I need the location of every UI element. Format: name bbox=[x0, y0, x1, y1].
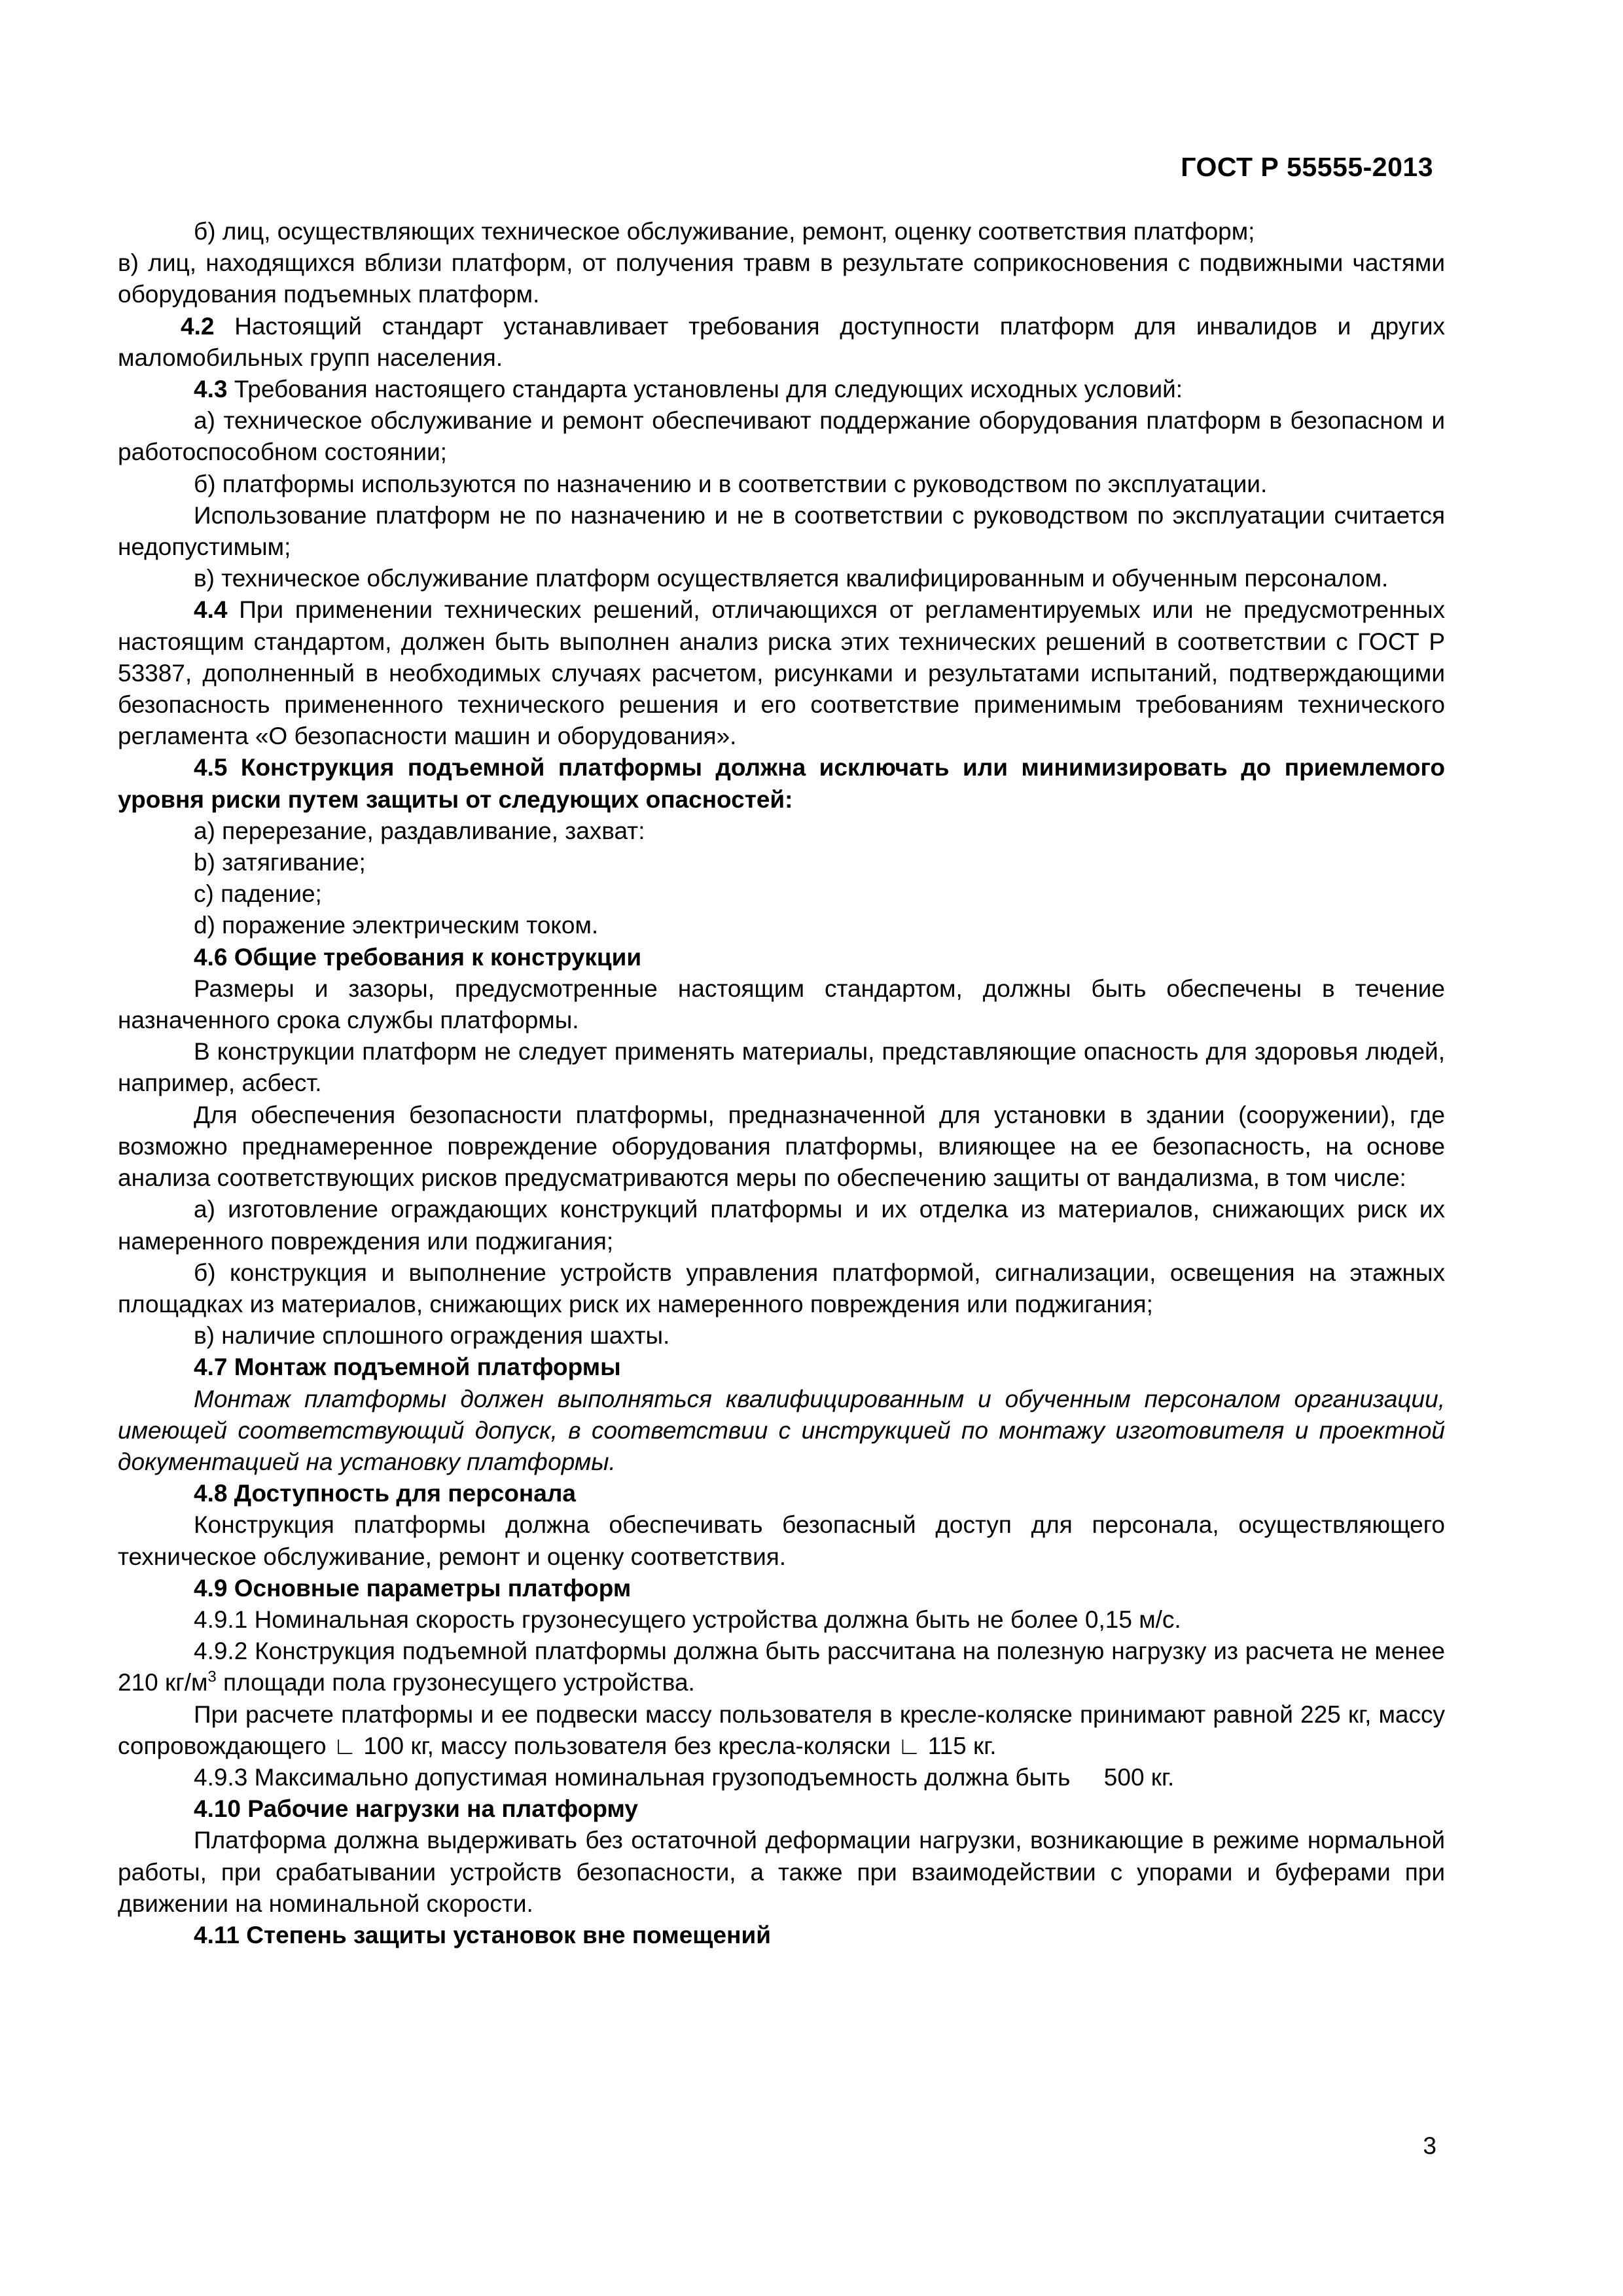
paragraph-4-2 bbox=[118, 311, 1445, 374]
paragraph-4-3 bbox=[118, 374, 1445, 405]
clause-number: 4.2 bbox=[181, 312, 215, 340]
clause-number: 4.3 bbox=[194, 376, 228, 403]
document-code-header: ГОСТ Р 55555-2013 bbox=[1181, 152, 1433, 182]
clause-number: 4.4 bbox=[194, 596, 228, 624]
paragraph: При расчете платформы и ее подвески массу пользователя в кресле-коляске принимают равной 225 кг, массу сопровождающего ∟ 100 кг, массу пользователя без кресла-коляски ∟ 115 кг. bbox=[118, 1700, 1445, 1759]
paragraph: В конструкции платформ не следует применять материалы, представляющие опасность для здоровья людей, например, асбест. bbox=[118, 1038, 1445, 1097]
list-item: б) конструкция и выполнение устройств управления платформой, сигнализации, освещения на этажных площадках из материалов, снижающих риск их намеренного повреждения или поджигания; bbox=[118, 1259, 1445, 1318]
clause-text: площади пола грузонесущего устройства. bbox=[216, 1669, 695, 1696]
paragraph-4-9-2 bbox=[118, 1636, 1445, 1698]
paragraph: б) платформы используются по назначению и в соответствии с руководством по эксплуатации. bbox=[194, 470, 1268, 497]
list-item: d) поражение электрическим током. bbox=[194, 912, 599, 939]
paragraph: Платформа должна выдерживать без остаточной деформации нагрузки, возникающие в режиме нормальной работы, при срабатывании устройств безопасности, а также при взаимодействии с упорами и буферами при движении на номинальной скорости. bbox=[118, 1827, 1445, 1917]
list-item: а) перерезание, раздавливание, захват: bbox=[194, 817, 645, 844]
paragraph: Для обеспечения безопасности платформы, предназначенной для установки в здании (сооружении), где возможно преднамеренное повреждение оборудования платформы, влияющее на ее безопасность, на основе анализа соответствующих рисков предусматриваются меры по обеспечению защиты от вандализма, в том числе: bbox=[118, 1101, 1445, 1192]
list-item: в) наличие сплошного ограждения шахты. bbox=[194, 1322, 670, 1350]
paragraph: в) лиц, находящихся вблизи платформ, от получения травм в результате соприкосновения с подвижными частями оборудования подъемных платформ. bbox=[118, 249, 1445, 308]
list-item: с) падение; bbox=[194, 880, 322, 908]
paragraph: в) техническое обслуживание платформ осуществляется квалифицированным и обученным персоналом. bbox=[194, 565, 1389, 592]
list-item: b) затягивание; bbox=[194, 849, 366, 876]
clause-text: 4.9.2 Конструкция подъемной платформы должна быть рассчитана на полезную нагрузку из расчета не менее 210 кг/м bbox=[118, 1638, 1445, 1696]
document-body bbox=[118, 216, 1445, 1951]
section-heading-4-5: 4.5 Конструкция подъемной платформы должна исключать или минимизировать до приемлемого уровня риски путем защиты от следующих опасностей: bbox=[118, 754, 1445, 813]
paragraph: Размеры и зазоры, предусмотренные настоящим стандартом, должны быть обеспечены в течение назначенного срока службы платформы. bbox=[118, 975, 1445, 1034]
section-heading-4-7: 4.7 Монтаж подъемной платформы bbox=[194, 1354, 621, 1381]
paragraph: Использование платформ не по назначению и не в соответствии с руководством по эксплуатации считается недопустимым; bbox=[118, 501, 1445, 561]
list-item: а) изготовление ограждающих конструкций платформы и их отделка из материалов, снижающих риск их намеренного повреждения или поджигания; bbox=[118, 1196, 1445, 1255]
paragraph: Конструкция платформы должна обеспечивать безопасный доступ для персонала, осуществляющего техническое обслуживание, ремонт и оценку соответствия. bbox=[118, 1511, 1445, 1570]
paragraph: б) лиц, осуществляющих техническое обслуживание, ремонт, оценку соответствия платформ; bbox=[194, 218, 1255, 245]
clause-text: Требования настоящего стандарта установлены для следующих исходных условий: bbox=[227, 376, 1183, 403]
section-heading-4-10: 4.10 Рабочие нагрузки на платформу bbox=[194, 1795, 638, 1823]
paragraph: 4.9.1 Номинальная скорость грузонесущего устройства должна быть не более 0,15 м/с. bbox=[194, 1605, 1181, 1633]
section-heading-4-9: 4.9 Основные параметры платформ bbox=[194, 1574, 632, 1602]
paragraph-italic: Монтаж платформы должен выполняться квалифицированным и обученным персоналом организации, имеющей соответствующий допуск, в соответствии с инструкцией по монтажу изготовителя и проектной документацией на установку платформы. bbox=[118, 1385, 1445, 1475]
paragraph-4-4 bbox=[118, 594, 1445, 752]
section-heading-4-6: 4.6 Общие требования к конструкции bbox=[194, 943, 642, 971]
paragraph: 4.9.3 Максимально допустимая номинальная грузоподъемность должна быть 500 кг. bbox=[194, 1763, 1175, 1791]
paragraph: а) техническое обслуживание и ремонт обеспечивают поддержание оборудования платформ в безопасном и работоспособном состоянии; bbox=[118, 407, 1445, 466]
clause-text: При применении технических решений, отличающихся от регламентируемых или не предусмотренных настоящим стандартом, должен быть выполнен анализ риска этих технических решений в соответствии с ГОСТ Р 53387, дополненный в необходимых случаях расчетом, рисунками и результатами испытаний, подтверждающими безопасность примененного технического решения и его соответствие применимым требованиям технического регламента «О безопасности машин и оборудования». bbox=[118, 596, 1445, 750]
page-number: 3 bbox=[1423, 2132, 1436, 2159]
clause-text: Настоящий стандарт устанавливает требования доступности платформ для инвалидов и других маломобильных групп населения. bbox=[118, 312, 1445, 371]
section-heading-4-8: 4.8 Доступность для персонала bbox=[194, 1480, 576, 1507]
section-heading-4-11: 4.11 Степень защиты установок вне помещений bbox=[194, 1921, 771, 1948]
superscript: 3 bbox=[207, 1668, 217, 1687]
